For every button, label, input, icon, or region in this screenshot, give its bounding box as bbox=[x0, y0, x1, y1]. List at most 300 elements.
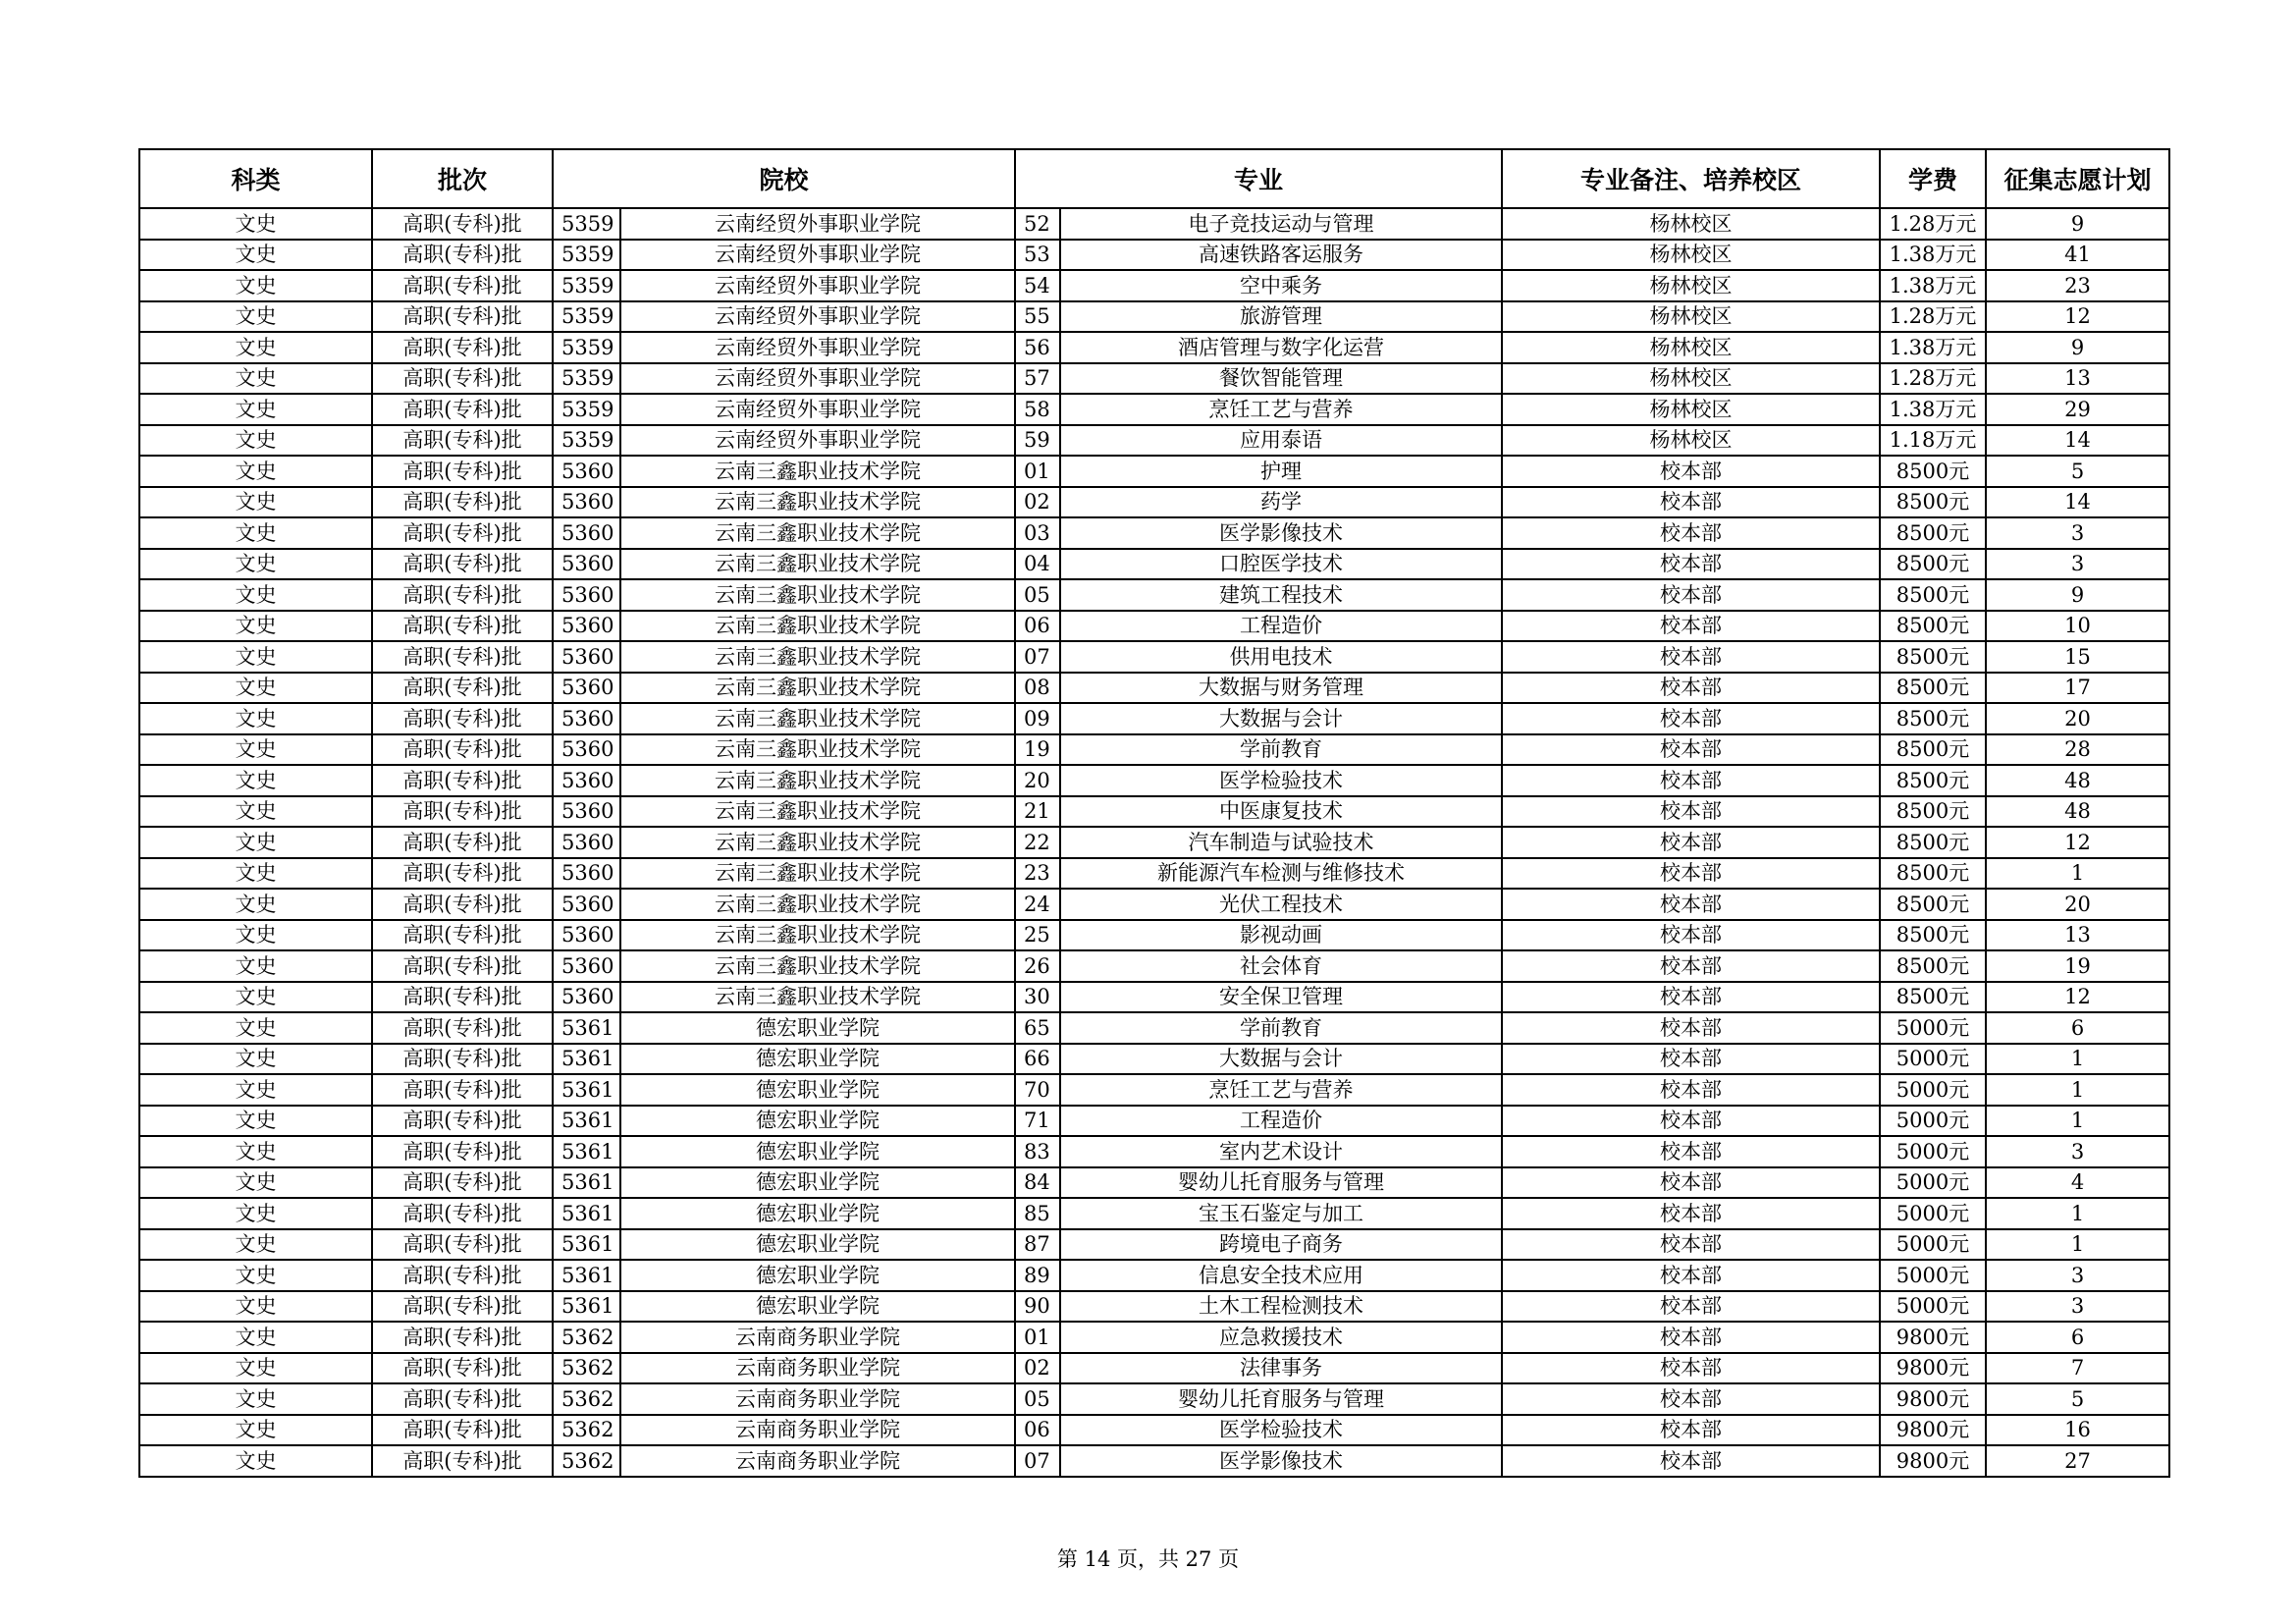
remarks-cell: 校本部 bbox=[1502, 703, 1880, 734]
remarks-cell: 校本部 bbox=[1502, 1012, 1880, 1044]
college-code-cell: 5360 bbox=[553, 858, 620, 890]
plan-cell: 14 bbox=[1986, 487, 2169, 518]
plan-cell: 6 bbox=[1986, 1012, 2169, 1044]
category-cell: 文史 bbox=[139, 487, 372, 518]
plan-cell: 12 bbox=[1986, 982, 2169, 1013]
college-name-cell: 云南三鑫职业技术学院 bbox=[620, 950, 1015, 982]
college-name-cell: 云南商务职业学院 bbox=[620, 1445, 1015, 1477]
tuition-cell: 1.38万元 bbox=[1880, 394, 1986, 425]
header-category: 科类 bbox=[139, 149, 372, 208]
table-row bbox=[139, 796, 2169, 828]
table-row bbox=[139, 425, 2169, 457]
remarks-cell: 校本部 bbox=[1502, 1044, 1880, 1075]
category-cell: 文史 bbox=[139, 1229, 372, 1261]
tuition-cell: 8500元 bbox=[1880, 517, 1986, 549]
tuition-cell: 5000元 bbox=[1880, 1260, 1986, 1291]
major-code-cell: 30 bbox=[1015, 982, 1060, 1013]
major-code-cell: 57 bbox=[1015, 363, 1060, 395]
plan-cell: 10 bbox=[1986, 611, 2169, 642]
college-name-cell: 云南经贸外事职业学院 bbox=[620, 270, 1015, 301]
remarks-cell: 校本部 bbox=[1502, 1229, 1880, 1261]
college-code-cell: 5360 bbox=[553, 673, 620, 704]
batch-cell: 高职(专科)批 bbox=[372, 456, 553, 487]
tuition-cell: 5000元 bbox=[1880, 1167, 1986, 1199]
plan-cell: 13 bbox=[1986, 920, 2169, 951]
batch-cell: 高职(专科)批 bbox=[372, 1291, 553, 1323]
major-code-cell: 08 bbox=[1015, 673, 1060, 704]
college-name-cell: 云南三鑫职业技术学院 bbox=[620, 920, 1015, 951]
table-row bbox=[139, 270, 2169, 301]
table-row bbox=[139, 487, 2169, 518]
major-name-cell: 法律事务 bbox=[1060, 1353, 1502, 1384]
remarks-cell: 杨林校区 bbox=[1502, 394, 1880, 425]
tuition-cell: 8500元 bbox=[1880, 765, 1986, 796]
plan-cell: 23 bbox=[1986, 270, 2169, 301]
batch-cell: 高职(专科)批 bbox=[372, 1445, 553, 1477]
table-row bbox=[139, 1260, 2169, 1291]
college-code-cell: 5359 bbox=[553, 208, 620, 240]
tuition-cell: 9800元 bbox=[1880, 1353, 1986, 1384]
batch-cell: 高职(专科)批 bbox=[372, 765, 553, 796]
major-code-cell: 06 bbox=[1015, 1415, 1060, 1446]
major-name-cell: 工程造价 bbox=[1060, 1106, 1502, 1137]
plan-cell: 9 bbox=[1986, 332, 2169, 363]
major-name-cell: 宝玉石鉴定与加工 bbox=[1060, 1198, 1502, 1229]
remarks-cell: 校本部 bbox=[1502, 1198, 1880, 1229]
remarks-cell: 校本部 bbox=[1502, 1291, 1880, 1323]
tuition-cell: 5000元 bbox=[1880, 1291, 1986, 1323]
category-cell: 文史 bbox=[139, 673, 372, 704]
table-row bbox=[139, 1322, 2169, 1353]
table-row bbox=[139, 858, 2169, 890]
plan-cell: 9 bbox=[1986, 579, 2169, 611]
major-name-cell: 空中乘务 bbox=[1060, 270, 1502, 301]
tuition-cell: 8500元 bbox=[1880, 641, 1986, 673]
batch-cell: 高职(专科)批 bbox=[372, 703, 553, 734]
college-name-cell: 云南经贸外事职业学院 bbox=[620, 363, 1015, 395]
category-cell: 文史 bbox=[139, 1136, 372, 1167]
college-code-cell: 5360 bbox=[553, 549, 620, 580]
category-cell: 文史 bbox=[139, 579, 372, 611]
table-row bbox=[139, 1167, 2169, 1199]
college-code-cell: 5360 bbox=[553, 827, 620, 858]
college-code-cell: 5362 bbox=[553, 1322, 620, 1353]
category-cell: 文史 bbox=[139, 363, 372, 395]
major-name-cell: 医学影像技术 bbox=[1060, 1445, 1502, 1477]
batch-cell: 高职(专科)批 bbox=[372, 208, 553, 240]
tuition-cell: 8500元 bbox=[1880, 673, 1986, 704]
table-body bbox=[139, 208, 2169, 1477]
major-code-cell: 03 bbox=[1015, 517, 1060, 549]
plan-cell: 1 bbox=[1986, 1229, 2169, 1261]
major-name-cell: 学前教育 bbox=[1060, 1012, 1502, 1044]
table-row bbox=[139, 363, 2169, 395]
college-name-cell: 云南三鑫职业技术学院 bbox=[620, 611, 1015, 642]
table-row bbox=[139, 673, 2169, 704]
tuition-cell: 8500元 bbox=[1880, 703, 1986, 734]
major-name-cell: 医学检验技术 bbox=[1060, 1415, 1502, 1446]
table-row bbox=[139, 889, 2169, 920]
major-name-cell: 中医康复技术 bbox=[1060, 796, 1502, 828]
tuition-cell: 5000元 bbox=[1880, 1106, 1986, 1137]
college-name-cell: 云南三鑫职业技术学院 bbox=[620, 734, 1015, 766]
major-code-cell: 89 bbox=[1015, 1260, 1060, 1291]
category-cell: 文史 bbox=[139, 641, 372, 673]
college-code-cell: 5362 bbox=[553, 1415, 620, 1446]
batch-cell: 高职(专科)批 bbox=[372, 517, 553, 549]
college-name-cell: 德宏职业学院 bbox=[620, 1229, 1015, 1261]
plan-cell: 3 bbox=[1986, 1291, 2169, 1323]
category-cell: 文史 bbox=[139, 456, 372, 487]
plan-cell: 27 bbox=[1986, 1445, 2169, 1477]
batch-cell: 高职(专科)批 bbox=[372, 950, 553, 982]
college-code-cell: 5360 bbox=[553, 796, 620, 828]
plan-cell: 1 bbox=[1986, 1044, 2169, 1075]
major-code-cell: 58 bbox=[1015, 394, 1060, 425]
header-college: 院校 bbox=[553, 149, 1015, 208]
major-name-cell: 婴幼儿托育服务与管理 bbox=[1060, 1167, 1502, 1199]
major-name-cell: 安全保卫管理 bbox=[1060, 982, 1502, 1013]
plan-cell: 3 bbox=[1986, 1136, 2169, 1167]
batch-cell: 高职(专科)批 bbox=[372, 982, 553, 1013]
major-name-cell: 社会体育 bbox=[1060, 950, 1502, 982]
category-cell: 文史 bbox=[139, 1291, 372, 1323]
plan-cell: 29 bbox=[1986, 394, 2169, 425]
plan-cell: 12 bbox=[1986, 301, 2169, 333]
table-row bbox=[139, 1106, 2169, 1137]
plan-cell: 1 bbox=[1986, 1074, 2169, 1106]
remarks-cell: 校本部 bbox=[1502, 517, 1880, 549]
remarks-cell: 校本部 bbox=[1502, 1167, 1880, 1199]
batch-cell: 高职(专科)批 bbox=[372, 579, 553, 611]
batch-cell: 高职(专科)批 bbox=[372, 1044, 553, 1075]
major-code-cell: 07 bbox=[1015, 1445, 1060, 1477]
major-name-cell: 烹饪工艺与营养 bbox=[1060, 1074, 1502, 1106]
plan-cell: 20 bbox=[1986, 889, 2169, 920]
major-name-cell: 药学 bbox=[1060, 487, 1502, 518]
major-name-cell: 餐饮智能管理 bbox=[1060, 363, 1502, 395]
major-name-cell: 护理 bbox=[1060, 456, 1502, 487]
table-row bbox=[139, 1074, 2169, 1106]
college-name-cell: 云南经贸外事职业学院 bbox=[620, 301, 1015, 333]
major-code-cell: 24 bbox=[1015, 889, 1060, 920]
category-cell: 文史 bbox=[139, 332, 372, 363]
tuition-cell: 1.28万元 bbox=[1880, 363, 1986, 395]
major-code-cell: 05 bbox=[1015, 579, 1060, 611]
category-cell: 文史 bbox=[139, 517, 372, 549]
remarks-cell: 校本部 bbox=[1502, 1322, 1880, 1353]
batch-cell: 高职(专科)批 bbox=[372, 332, 553, 363]
tuition-cell: 1.38万元 bbox=[1880, 270, 1986, 301]
category-cell: 文史 bbox=[139, 1415, 372, 1446]
college-name-cell: 德宏职业学院 bbox=[620, 1198, 1015, 1229]
college-name-cell: 云南商务职业学院 bbox=[620, 1415, 1015, 1446]
tuition-cell: 5000元 bbox=[1880, 1012, 1986, 1044]
table-row bbox=[139, 950, 2169, 982]
college-code-cell: 5361 bbox=[553, 1260, 620, 1291]
batch-cell: 高职(专科)批 bbox=[372, 673, 553, 704]
table-row bbox=[139, 827, 2169, 858]
plan-cell: 28 bbox=[1986, 734, 2169, 766]
tuition-cell: 8500元 bbox=[1880, 920, 1986, 951]
college-code-cell: 5361 bbox=[553, 1229, 620, 1261]
major-name-cell: 跨境电子商务 bbox=[1060, 1229, 1502, 1261]
header-tuition: 学费 bbox=[1880, 149, 1986, 208]
enrollment-plan-table bbox=[138, 148, 2170, 1478]
college-name-cell: 云南三鑫职业技术学院 bbox=[620, 641, 1015, 673]
tuition-cell: 8500元 bbox=[1880, 456, 1986, 487]
college-name-cell: 德宏职业学院 bbox=[620, 1291, 1015, 1323]
college-name-cell: 云南三鑫职业技术学院 bbox=[620, 517, 1015, 549]
college-code-cell: 5362 bbox=[553, 1445, 620, 1477]
tuition-cell: 8500元 bbox=[1880, 889, 1986, 920]
major-code-cell: 04 bbox=[1015, 549, 1060, 580]
remarks-cell: 校本部 bbox=[1502, 982, 1880, 1013]
college-name-cell: 云南商务职业学院 bbox=[620, 1383, 1015, 1415]
college-name-cell: 云南三鑫职业技术学院 bbox=[620, 673, 1015, 704]
college-name-cell: 云南三鑫职业技术学院 bbox=[620, 858, 1015, 890]
college-code-cell: 5360 bbox=[553, 487, 620, 518]
major-code-cell: 21 bbox=[1015, 796, 1060, 828]
major-code-cell: 05 bbox=[1015, 1383, 1060, 1415]
college-code-cell: 5361 bbox=[553, 1012, 620, 1044]
category-cell: 文史 bbox=[139, 765, 372, 796]
college-code-cell: 5361 bbox=[553, 1198, 620, 1229]
remarks-cell: 校本部 bbox=[1502, 549, 1880, 580]
major-code-cell: 84 bbox=[1015, 1167, 1060, 1199]
header-remarks: 专业备注、培养校区 bbox=[1502, 149, 1880, 208]
page-number: 第 14 页，共 27 页 bbox=[1056, 1547, 1240, 1571]
major-name-cell: 影视动画 bbox=[1060, 920, 1502, 951]
remarks-cell: 校本部 bbox=[1502, 1445, 1880, 1477]
tuition-cell: 1.28万元 bbox=[1880, 301, 1986, 333]
plan-cell: 14 bbox=[1986, 425, 2169, 457]
major-name-cell: 工程造价 bbox=[1060, 611, 1502, 642]
header-row bbox=[139, 149, 2169, 208]
batch-cell: 高职(专科)批 bbox=[372, 1106, 553, 1137]
header-plan: 征集志愿计划 bbox=[1986, 149, 2169, 208]
major-code-cell: 70 bbox=[1015, 1074, 1060, 1106]
college-code-cell: 5361 bbox=[553, 1074, 620, 1106]
category-cell: 文史 bbox=[139, 1167, 372, 1199]
header-major: 专业 bbox=[1015, 149, 1502, 208]
remarks-cell: 校本部 bbox=[1502, 827, 1880, 858]
tuition-cell: 5000元 bbox=[1880, 1044, 1986, 1075]
remarks-cell: 杨林校区 bbox=[1502, 301, 1880, 333]
table-row bbox=[139, 517, 2169, 549]
batch-cell: 高职(专科)批 bbox=[372, 270, 553, 301]
category-cell: 文史 bbox=[139, 425, 372, 457]
batch-cell: 高职(专科)批 bbox=[372, 1383, 553, 1415]
table-row bbox=[139, 1136, 2169, 1167]
tuition-cell: 8500元 bbox=[1880, 950, 1986, 982]
table-row bbox=[139, 1044, 2169, 1075]
batch-cell: 高职(专科)批 bbox=[372, 1136, 553, 1167]
plan-cell: 6 bbox=[1986, 1322, 2169, 1353]
remarks-cell: 校本部 bbox=[1502, 1136, 1880, 1167]
college-name-cell: 德宏职业学院 bbox=[620, 1106, 1015, 1137]
remarks-cell: 杨林校区 bbox=[1502, 240, 1880, 271]
table-row bbox=[139, 1291, 2169, 1323]
college-code-cell: 5360 bbox=[553, 611, 620, 642]
category-cell: 文史 bbox=[139, 858, 372, 890]
remarks-cell: 校本部 bbox=[1502, 1260, 1880, 1291]
college-name-cell: 云南三鑫职业技术学院 bbox=[620, 487, 1015, 518]
college-code-cell: 5360 bbox=[553, 517, 620, 549]
table-row bbox=[139, 208, 2169, 240]
table-row bbox=[139, 456, 2169, 487]
college-code-cell: 5360 bbox=[553, 982, 620, 1013]
tuition-cell: 1.28万元 bbox=[1880, 208, 1986, 240]
batch-cell: 高职(专科)批 bbox=[372, 827, 553, 858]
college-name-cell: 云南经贸外事职业学院 bbox=[620, 425, 1015, 457]
college-name-cell: 云南三鑫职业技术学院 bbox=[620, 827, 1015, 858]
tuition-cell: 1.38万元 bbox=[1880, 332, 1986, 363]
major-code-cell: 53 bbox=[1015, 240, 1060, 271]
category-cell: 文史 bbox=[139, 208, 372, 240]
tuition-cell: 5000元 bbox=[1880, 1198, 1986, 1229]
remarks-cell: 校本部 bbox=[1502, 456, 1880, 487]
major-code-cell: 55 bbox=[1015, 301, 1060, 333]
major-code-cell: 90 bbox=[1015, 1291, 1060, 1323]
category-cell: 文史 bbox=[139, 394, 372, 425]
batch-cell: 高职(专科)批 bbox=[372, 1167, 553, 1199]
remarks-cell: 校本部 bbox=[1502, 1106, 1880, 1137]
category-cell: 文史 bbox=[139, 796, 372, 828]
college-name-cell: 德宏职业学院 bbox=[620, 1260, 1015, 1291]
category-cell: 文史 bbox=[139, 734, 372, 766]
major-code-cell: 56 bbox=[1015, 332, 1060, 363]
table-row bbox=[139, 1383, 2169, 1415]
category-cell: 文史 bbox=[139, 1383, 372, 1415]
college-name-cell: 德宏职业学院 bbox=[620, 1167, 1015, 1199]
college-code-cell: 5362 bbox=[553, 1383, 620, 1415]
plan-cell: 41 bbox=[1986, 240, 2169, 271]
plan-cell: 3 bbox=[1986, 1260, 2169, 1291]
major-code-cell: 02 bbox=[1015, 1353, 1060, 1384]
major-code-cell: 20 bbox=[1015, 765, 1060, 796]
major-name-cell: 光伏工程技术 bbox=[1060, 889, 1502, 920]
plan-cell: 13 bbox=[1986, 363, 2169, 395]
college-code-cell: 5359 bbox=[553, 301, 620, 333]
table-row bbox=[139, 301, 2169, 333]
plan-cell: 3 bbox=[1986, 549, 2169, 580]
major-code-cell: 83 bbox=[1015, 1136, 1060, 1167]
major-code-cell: 85 bbox=[1015, 1198, 1060, 1229]
category-cell: 文史 bbox=[139, 1322, 372, 1353]
batch-cell: 高职(专科)批 bbox=[372, 858, 553, 890]
college-name-cell: 云南三鑫职业技术学院 bbox=[620, 889, 1015, 920]
tuition-cell: 9800元 bbox=[1880, 1322, 1986, 1353]
major-name-cell: 口腔医学技术 bbox=[1060, 549, 1502, 580]
major-name-cell: 大数据与会计 bbox=[1060, 703, 1502, 734]
major-code-cell: 59 bbox=[1015, 425, 1060, 457]
plan-cell: 48 bbox=[1986, 765, 2169, 796]
major-name-cell: 新能源汽车检测与维修技术 bbox=[1060, 858, 1502, 890]
major-code-cell: 01 bbox=[1015, 1322, 1060, 1353]
college-name-cell: 德宏职业学院 bbox=[620, 1012, 1015, 1044]
remarks-cell: 校本部 bbox=[1502, 796, 1880, 828]
batch-cell: 高职(专科)批 bbox=[372, 240, 553, 271]
college-code-cell: 5361 bbox=[553, 1291, 620, 1323]
batch-cell: 高职(专科)批 bbox=[372, 1260, 553, 1291]
tuition-cell: 9800元 bbox=[1880, 1415, 1986, 1446]
college-name-cell: 云南三鑫职业技术学院 bbox=[620, 982, 1015, 1013]
plan-cell: 1 bbox=[1986, 858, 2169, 890]
batch-cell: 高职(专科)批 bbox=[372, 1415, 553, 1446]
plan-cell: 19 bbox=[1986, 950, 2169, 982]
plan-cell: 3 bbox=[1986, 517, 2169, 549]
remarks-cell: 校本部 bbox=[1502, 579, 1880, 611]
tuition-cell: 5000元 bbox=[1880, 1136, 1986, 1167]
plan-cell: 1 bbox=[1986, 1106, 2169, 1137]
table-row bbox=[139, 579, 2169, 611]
college-name-cell: 云南三鑫职业技术学院 bbox=[620, 765, 1015, 796]
batch-cell: 高职(专科)批 bbox=[372, 641, 553, 673]
category-cell: 文史 bbox=[139, 889, 372, 920]
major-name-cell: 医学检验技术 bbox=[1060, 765, 1502, 796]
table-row bbox=[139, 549, 2169, 580]
college-name-cell: 云南三鑫职业技术学院 bbox=[620, 796, 1015, 828]
plan-cell: 9 bbox=[1986, 208, 2169, 240]
batch-cell: 高职(专科)批 bbox=[372, 1012, 553, 1044]
tuition-cell: 8500元 bbox=[1880, 549, 1986, 580]
remarks-cell: 校本部 bbox=[1502, 673, 1880, 704]
college-name-cell: 云南三鑫职业技术学院 bbox=[620, 579, 1015, 611]
batch-cell: 高职(专科)批 bbox=[372, 394, 553, 425]
category-cell: 文史 bbox=[139, 240, 372, 271]
major-code-cell: 22 bbox=[1015, 827, 1060, 858]
major-code-cell: 52 bbox=[1015, 208, 1060, 240]
category-cell: 文史 bbox=[139, 1353, 372, 1384]
table-row bbox=[139, 611, 2169, 642]
college-code-cell: 5359 bbox=[553, 394, 620, 425]
table-row bbox=[139, 1229, 2169, 1261]
batch-cell: 高职(专科)批 bbox=[372, 301, 553, 333]
college-code-cell: 5360 bbox=[553, 950, 620, 982]
category-cell: 文史 bbox=[139, 549, 372, 580]
major-name-cell: 应急救援技术 bbox=[1060, 1322, 1502, 1353]
major-code-cell: 01 bbox=[1015, 456, 1060, 487]
tuition-cell: 1.38万元 bbox=[1880, 240, 1986, 271]
college-name-cell: 云南三鑫职业技术学院 bbox=[620, 456, 1015, 487]
college-code-cell: 5359 bbox=[553, 363, 620, 395]
college-code-cell: 5360 bbox=[553, 734, 620, 766]
college-name-cell: 云南经贸外事职业学院 bbox=[620, 208, 1015, 240]
college-name-cell: 云南三鑫职业技术学院 bbox=[620, 549, 1015, 580]
college-name-cell: 云南经贸外事职业学院 bbox=[620, 332, 1015, 363]
major-name-cell: 大数据与财务管理 bbox=[1060, 673, 1502, 704]
table-row bbox=[139, 920, 2169, 951]
major-name-cell: 建筑工程技术 bbox=[1060, 579, 1502, 611]
table-row bbox=[139, 734, 2169, 766]
remarks-cell: 校本部 bbox=[1502, 950, 1880, 982]
remarks-cell: 校本部 bbox=[1502, 889, 1880, 920]
college-code-cell: 5360 bbox=[553, 579, 620, 611]
remarks-cell: 校本部 bbox=[1502, 1415, 1880, 1446]
college-name-cell: 云南三鑫职业技术学院 bbox=[620, 703, 1015, 734]
major-code-cell: 02 bbox=[1015, 487, 1060, 518]
batch-cell: 高职(专科)批 bbox=[372, 1198, 553, 1229]
major-name-cell: 供用电技术 bbox=[1060, 641, 1502, 673]
remarks-cell: 校本部 bbox=[1502, 1383, 1880, 1415]
plan-cell: 4 bbox=[1986, 1167, 2169, 1199]
major-code-cell: 25 bbox=[1015, 920, 1060, 951]
tuition-cell: 8500元 bbox=[1880, 734, 1986, 766]
college-name-cell: 德宏职业学院 bbox=[620, 1136, 1015, 1167]
major-code-cell: 09 bbox=[1015, 703, 1060, 734]
remarks-cell: 杨林校区 bbox=[1502, 425, 1880, 457]
